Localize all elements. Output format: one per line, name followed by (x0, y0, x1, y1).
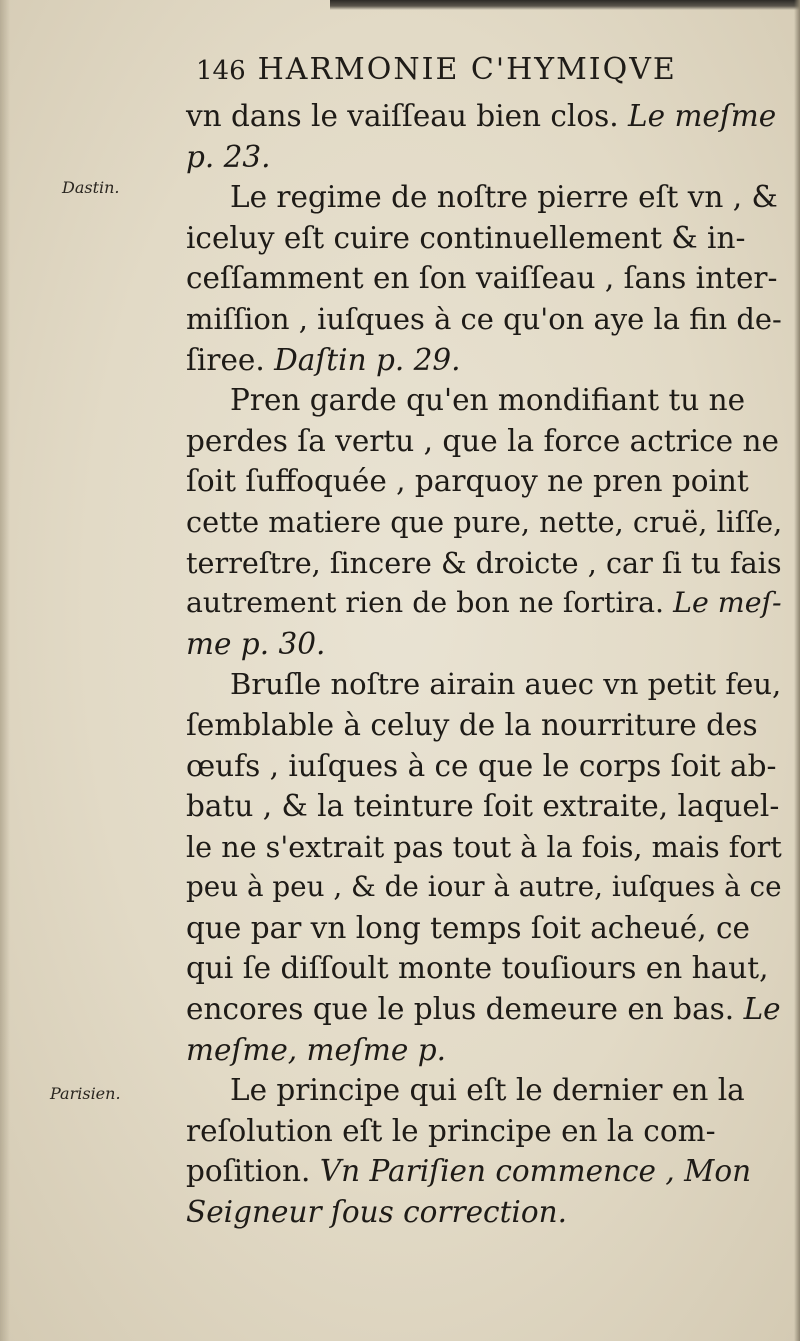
text-line: iceluy eſt cuire continuellement & in- (186, 220, 746, 255)
margin-note-parisien: Parisien. (50, 1084, 121, 1103)
text-line: batu , & la teinture ſoit extraite, laquel- (186, 789, 780, 824)
citation: Vn Pariſien commence , Mon (319, 1154, 752, 1189)
citation: Daſtin p. 29. (274, 342, 461, 377)
citation-line: meſme, meſme p. (186, 1032, 446, 1067)
page-left-edge (0, 0, 10, 1341)
margin-note-dastin: Dastin. (62, 178, 120, 197)
citation: Le meſme (628, 99, 777, 133)
page-right-edge (794, 0, 800, 1341)
text-line: ſemblable à celuy de la nourriture des (186, 707, 758, 742)
citation-line: Seigneur ſous correction. (186, 1195, 568, 1230)
text-line: cette matiere que pure, nette, cruë, liſſe, (186, 504, 783, 539)
text-line: le ne s'extrait pas tout à la fois, mais fort (186, 829, 782, 864)
text-line: autrement rien de bon ne ſortira. Le meſ- (186, 586, 782, 620)
paragraph-start: Bruſle noſtre airain auec vn petit feu, (230, 667, 782, 702)
text-line: qui ſe diſſoult monte touſiours en haut, (186, 951, 769, 986)
citation-line: me p. 30. (186, 626, 326, 661)
paragraph-start: Le regime de noſtre pierre eſt vn , & (230, 180, 778, 215)
page-number: 146 (196, 56, 246, 86)
text-line: œufs , iuſques à ce que le corps ſoit ab- (186, 748, 777, 783)
paragraph-start: Pren garde qu'en mondifiant tu ne (230, 383, 746, 418)
text-line: miſſion , iuſques à ce qu'on aye la fin de- (186, 301, 782, 336)
running-title: HARMONIE C'HYMIQVE (257, 52, 677, 87)
body-text (186, 96, 782, 1233)
text-line: ſiree. Daſtin p. 29. (186, 342, 461, 377)
text-line: perdes ſa vertu , que la force actrice ne (186, 423, 779, 458)
running-header (196, 52, 776, 96)
citation: Le (743, 992, 781, 1027)
text-line: peu à peu , & de iour à autre, iuſques à ce (186, 870, 782, 904)
citation: Le meſ- (673, 586, 782, 620)
text-line: poſition. Vn Pariſien commence , Mon (186, 1154, 752, 1189)
text-line: ſoit ſuffoquée , parquoy ne pren point (186, 464, 749, 499)
text-line: reſolution eſt le principe en la com- (186, 1113, 716, 1148)
text-line: vn dans le vaiſſeau bien clos. Le meſme (186, 99, 777, 133)
text-line: que par vn long temps ſoit acheué, ce (186, 910, 750, 945)
page-top-shadow (330, 0, 800, 10)
text-line: terreſtre, ſincere & droicte , car ſi tu fais (186, 545, 782, 580)
citation-line: p. 23. (186, 139, 271, 174)
text-line: encores que le plus demeure en bas. Le (186, 992, 781, 1027)
paragraph-start: Le principe qui eſt le dernier en la (230, 1073, 745, 1108)
text-line: ceſſamment en ſon vaiſſeau , ſans inter- (186, 261, 778, 296)
